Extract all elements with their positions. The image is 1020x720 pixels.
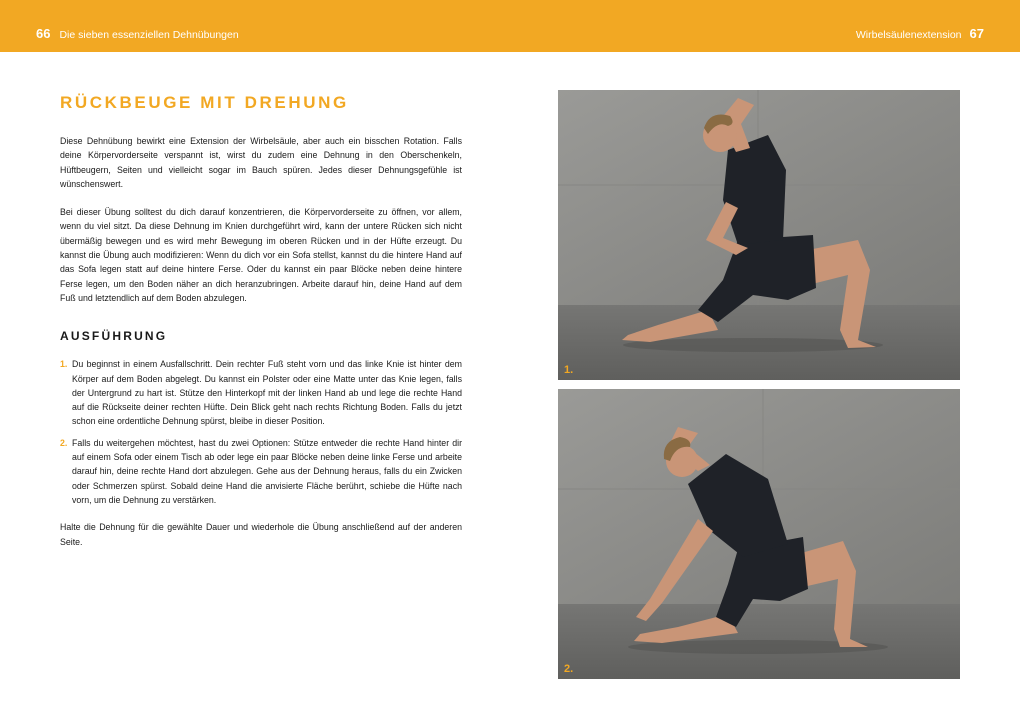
intro-paragraph: Diese Dehnübung bewirkt eine Extension der Wirbelsäule, aber auch ein bisschen Rotation. Falls deine Körpervorderseite verspannt ist, wirst du zudem eine Dehnung in den Oberschenkeln, Hüftbeugern, Seiten und vielleicht sogar im Bauch spüren. Jedes dieser Dehnungsgefühle ist wünschenswert. [60, 136, 462, 189]
step-item [60, 436, 462, 507]
step-text: Du beginnst in einem Ausfallschritt. Dein rechter Fuß steht vorn und das linke Knie ist hinter dem Körper auf dem Boden abgelegt. Du kannst ein Polster oder eine Matte unter das Knie legen, falls der Untergrund zu hart ist. Stütze den Hinterkopf mit der linken Hand ab und lege die rechte Hand auf die Rückseite deiner rechten Hüfte. Dein Blick geht nach rechts Richtung Boden. Falls du jetzt schon eine ordentliche Dehnung spürst, bleibe in dieser Position. [72, 359, 462, 427]
exercise-photo-2 [558, 389, 960, 679]
header-left [36, 26, 239, 41]
photo-2-label: 2. [564, 663, 574, 675]
left-running-title: Die sieben essenziellen Dehnübungen [59, 29, 239, 41]
closing-paragraph: Halte die Dehnung für die gewählte Dauer und wiederhole die Übung anschließend auf der anderen Seite. [60, 522, 462, 547]
left-page-number: 66 [36, 26, 51, 41]
photo-1-label: 1. [564, 364, 574, 376]
step-text: Falls du weitergehen möchtest, hast du zwei Optionen: Stütze entweder die rechte Hand hinter dir auf einem Sofa oder einem Tisch ab oder lege ein paar Blöcke neben deine linke Ferse und arbeite darauf hin, deine rechte Hand dort abzulegen. Gehe aus der Dehnung heraus, falls du ein Zwicken oder Schmerzen spürst. Sobald deine Hand die anvisierte Fläche berührt, schiebe die Hüfte nach vorn, um die Dehnung zu verstärken. [72, 437, 462, 505]
photo-1-illustration [558, 90, 960, 380]
execution-heading: AUSFÜHRUNG [60, 329, 168, 344]
article-column [60, 92, 462, 563]
article-title: RÜCKBEUGE MIT DREHUNG [60, 93, 349, 112]
steps-list [60, 357, 462, 507]
step-number: 2. [60, 437, 68, 448]
header-band [0, 0, 1020, 52]
photo-2-illustration [558, 389, 960, 679]
step-item [60, 357, 462, 428]
exercise-photo-1 [558, 90, 960, 380]
right-running-title: Wirbelsäulenextension [855, 29, 962, 41]
header-right [856, 26, 984, 41]
right-page-number: 67 [969, 26, 984, 41]
focus-paragraph: Bei dieser Übung solltest du dich darauf konzentrieren, die Körpervorderseite zu öffnen, vor allem, wenn du viel sitzt. Da diese Dehnung im Knien durchgeführt wird, kann der untere Rücken sich nicht übermäßig bewegen und es wird mehr Bewegung im oberen Rücken und in der Hüfte erzeugt. Du kannst die Übung auch modifizieren: Wenn du dich vor ein Sofa stellst, kannst du die hintere Hand auf das Sofa legen statt auf deine hintere Ferse. Oder du kannst ein paar Blöcke neben deine hintere Ferse legen, um den Boden näher an dich heranzubringen. Arbeite darauf hin, deine Hand auf dem Fuß und letztendlich auf dem Boden abzulegen. [60, 207, 462, 303]
step-number: 1. [60, 359, 68, 370]
